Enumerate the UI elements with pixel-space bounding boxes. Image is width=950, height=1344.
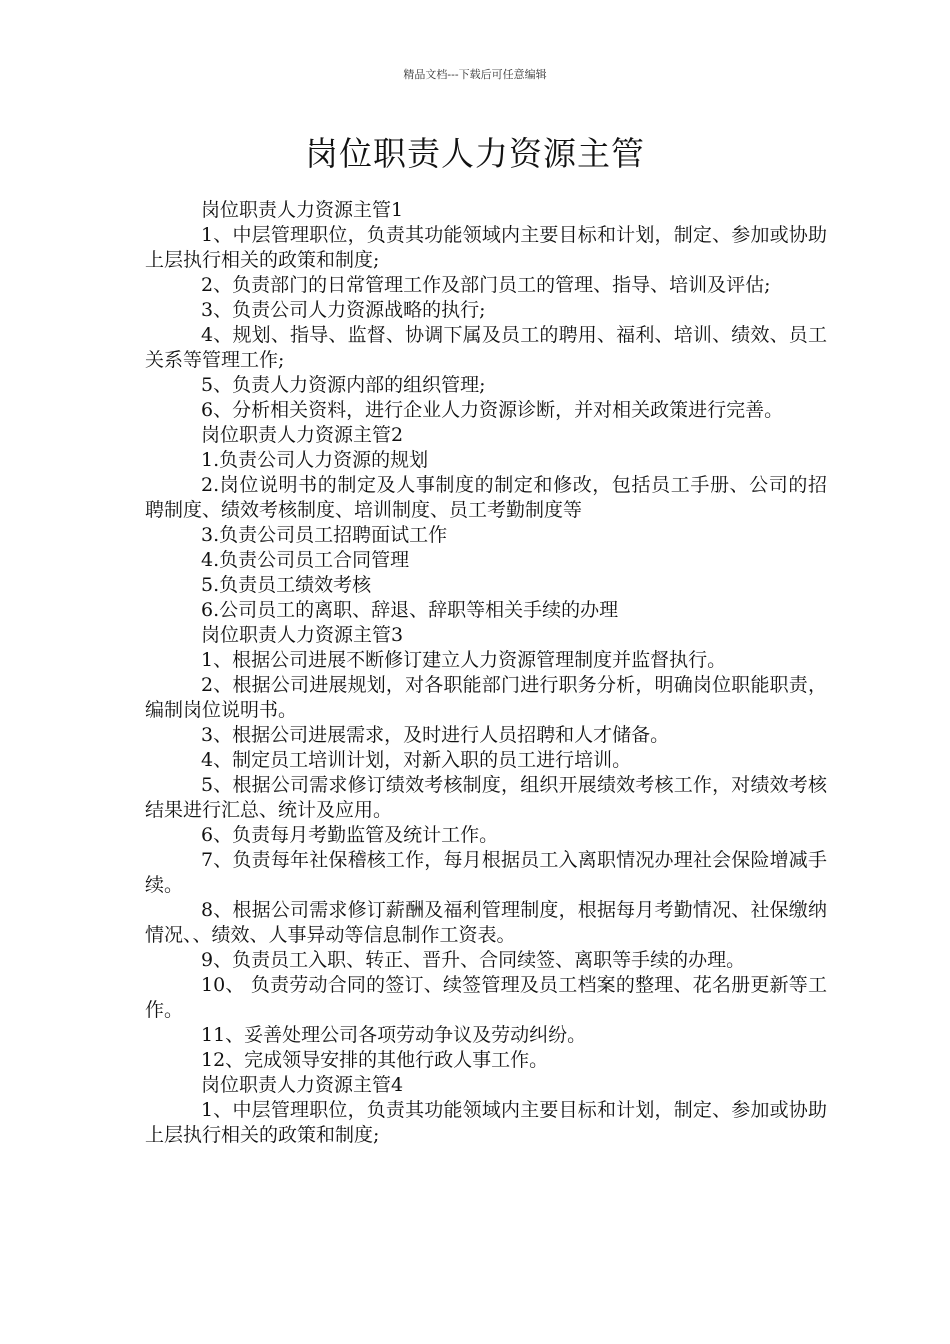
- paragraph: 2、根据公司进展规划，对各职能部门进行职务分析，明确岗位职能职责，编制岗位说明书。: [145, 674, 827, 721]
- paragraph: 9、负责员工入职、转正、晋升、合同续签、离职等手续的办理。: [201, 949, 746, 971]
- paragraph: 8、根据公司需求修订薪酬及福利管理制度，根据每月考勤情况、社保缴纳情况、、绩效、人事异动等信息制作工资表。: [145, 899, 827, 946]
- paragraph: 5、负责人力资源内部的组织管理;: [201, 374, 486, 396]
- document-body: [145, 198, 827, 1148]
- paragraph: 5、根据公司需求修订绩效考核制度，组织开展绩效考核工作，对绩效考核结果进行汇总、统计及应用。: [145, 774, 827, 821]
- paragraph: 1.负责公司人力资源的规划: [201, 449, 429, 471]
- section-heading: 岗位职责人力资源主管3: [201, 624, 404, 646]
- section-heading: 岗位职责人力资源主管2: [201, 424, 404, 446]
- paragraph: 2、负责部门的日常管理工作及部门员工的管理、指导、培训及评估;: [201, 274, 771, 296]
- paragraph: 4、制定员工培训计划，对新入职的员工进行培训。: [201, 749, 632, 771]
- paragraph: 1、中层管理职位，负责其功能领域内主要目标和计划，制定、参加或协助上层执行相关的政策和制度;: [145, 224, 827, 271]
- paragraph: 1、根据公司进展不断修订建立人力资源管理制度并监督执行。: [201, 649, 727, 671]
- paragraph: 12、完成领导安排的其他行政人事工作。: [201, 1049, 549, 1071]
- paragraph: 3、负责公司人力资源战略的执行;: [201, 299, 486, 321]
- paragraph: 1、中层管理职位，负责其功能领域内主要目标和计划，制定、参加或协助上层执行相关的政策和制度;: [145, 1099, 827, 1146]
- header-note: 精品文档---下载后可任意编辑: [403, 68, 547, 81]
- paragraph: 5.负责员工绩效考核: [201, 574, 372, 596]
- paragraph: 4、规划、指导、监督、协调下属及员工的聘用、福利、培训、绩效、员工关系等管理工作;: [145, 324, 827, 371]
- paragraph: 2.岗位说明书的制定及人事制度的制定和修改，包括员工手册、公司的招聘制度、绩效考核制度、培训制度、员工考勤制度等: [145, 474, 827, 521]
- paragraph: 4.负责公司员工合同管理: [201, 549, 410, 571]
- section-heading: 岗位职责人力资源主管1: [201, 199, 404, 221]
- paragraph: 10、 负责劳动合同的签订、续签管理及员工档案的整理、花名册更新等工作。: [145, 974, 827, 1021]
- paragraph: 3、根据公司进展需求，及时进行人员招聘和人才储备。: [201, 724, 670, 746]
- paragraph: 6、分析相关资料，进行企业人力资源诊断，并对相关政策进行完善。: [201, 399, 784, 421]
- paragraph: 6、负责每月考勤监管及统计工作。: [201, 824, 499, 846]
- section-heading: 岗位职责人力资源主管4: [201, 1074, 404, 1096]
- document-title: 岗位职责人力资源主管: [305, 134, 645, 173]
- paragraph: 6.公司员工的离职、辞退、辞职等相关手续的办理: [201, 599, 619, 621]
- paragraph: 11、妥善处理公司各项劳动争议及劳动纠纷。: [201, 1024, 587, 1046]
- paragraph: 3.负责公司员工招聘面试工作: [201, 524, 448, 546]
- paragraph: 7、负责每年社保稽核工作，每月根据员工入离职情况办理社会保险增减手续。: [145, 849, 827, 896]
